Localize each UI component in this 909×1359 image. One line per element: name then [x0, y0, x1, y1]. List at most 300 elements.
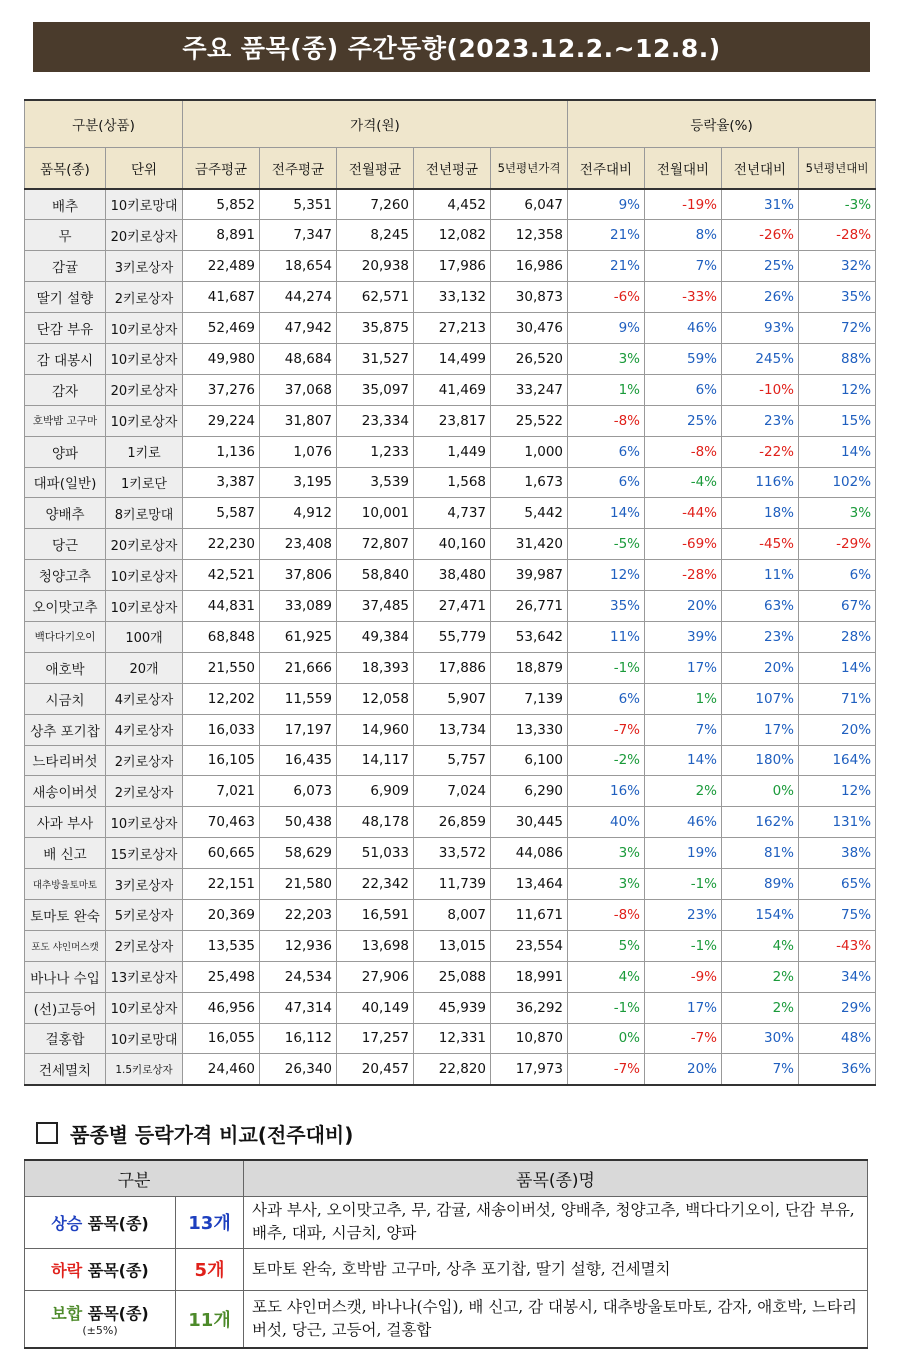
vs-week-rate: -7%	[568, 714, 645, 745]
last-month-price: 37,485	[337, 591, 414, 622]
table-row	[25, 838, 876, 869]
vs-year-rate: 20%	[722, 652, 799, 683]
last-month-price: 10,001	[337, 498, 414, 529]
five-year-price: 18,879	[491, 652, 568, 683]
table-row	[25, 343, 876, 374]
this-week-price: 22,489	[183, 251, 260, 282]
last-week-price: 37,068	[260, 374, 337, 405]
vs-year-rate: 18%	[722, 498, 799, 529]
vs-month-rate: -69%	[645, 529, 722, 560]
vs-five-rate: 72%	[799, 313, 876, 344]
this-week-price: 16,055	[183, 1023, 260, 1054]
last-month-price: 20,938	[337, 251, 414, 282]
last-week-price: 48,684	[260, 343, 337, 374]
vs-month-rate: -1%	[645, 869, 722, 900]
vs-year-rate: 154%	[722, 899, 799, 930]
table-row	[25, 930, 876, 961]
last-week-price: 4,912	[260, 498, 337, 529]
last-month-price: 7,260	[337, 189, 414, 220]
header-category-group: 구분(상품)	[25, 100, 183, 147]
item-name: 오이맛고추	[25, 591, 106, 622]
flat-label-suffix: 품목(종)	[82, 1303, 149, 1323]
summary-header-items: 품목(종)명	[244, 1160, 868, 1196]
table-row	[25, 683, 876, 714]
vs-five-rate: 3%	[799, 498, 876, 529]
last-year-price: 11,739	[414, 869, 491, 900]
item-name: 애호박	[25, 652, 106, 683]
table-row	[25, 467, 876, 498]
this-week-price: 29,224	[183, 405, 260, 436]
summary-row-flat	[25, 1290, 868, 1348]
last-year-price: 27,471	[414, 591, 491, 622]
vs-year-rate: 4%	[722, 930, 799, 961]
last-year-price: 17,886	[414, 652, 491, 683]
vs-month-rate: 7%	[645, 251, 722, 282]
vs-year-rate: 30%	[722, 1023, 799, 1054]
header-last-year: 전년평균	[414, 147, 491, 189]
last-month-price: 1,233	[337, 436, 414, 467]
table-row	[25, 529, 876, 560]
last-month-price: 27,906	[337, 961, 414, 992]
vs-month-rate: 59%	[645, 343, 722, 374]
vs-week-rate: 40%	[568, 807, 645, 838]
vs-month-rate: -28%	[645, 560, 722, 591]
vs-year-rate: 25%	[722, 251, 799, 282]
vs-month-rate: -4%	[645, 467, 722, 498]
header-item: 품목(종)	[25, 147, 106, 189]
vs-year-rate: 31%	[722, 189, 799, 220]
vs-five-rate: 131%	[799, 807, 876, 838]
five-year-price: 31,420	[491, 529, 568, 560]
item-name: 감귤	[25, 251, 106, 282]
item-unit: 13키로상자	[106, 961, 183, 992]
table-row	[25, 899, 876, 930]
last-year-price: 23,817	[414, 405, 491, 436]
item-name: 배 신고	[25, 838, 106, 869]
summary-row-down	[25, 1248, 868, 1290]
this-week-price: 22,230	[183, 529, 260, 560]
five-year-price: 1,673	[491, 467, 568, 498]
last-year-price: 33,132	[414, 282, 491, 313]
last-month-price: 17,257	[337, 1023, 414, 1054]
this-week-price: 21,550	[183, 652, 260, 683]
item-name: 당근	[25, 529, 106, 560]
item-name: 백다다기오이	[25, 621, 106, 652]
item-unit: 10키로상자	[106, 560, 183, 591]
last-year-price: 1,568	[414, 467, 491, 498]
five-year-price: 30,445	[491, 807, 568, 838]
table-row	[25, 436, 876, 467]
vs-month-rate: 17%	[645, 652, 722, 683]
last-week-price: 5,351	[260, 189, 337, 220]
this-week-price: 42,521	[183, 560, 260, 591]
five-year-price: 11,671	[491, 899, 568, 930]
vs-five-rate: 75%	[799, 899, 876, 930]
vs-week-rate: -6%	[568, 282, 645, 313]
vs-month-rate: -1%	[645, 930, 722, 961]
last-week-price: 3,195	[260, 467, 337, 498]
last-year-price: 26,859	[414, 807, 491, 838]
vs-five-rate: -29%	[799, 529, 876, 560]
last-year-price: 33,572	[414, 838, 491, 869]
vs-month-rate: -33%	[645, 282, 722, 313]
summary-table	[24, 1159, 868, 1349]
header-vs-month: 전월대비	[645, 147, 722, 189]
last-week-price: 7,347	[260, 220, 337, 251]
last-year-price: 25,088	[414, 961, 491, 992]
vs-month-rate: 20%	[645, 591, 722, 622]
last-week-price: 37,806	[260, 560, 337, 591]
last-month-price: 14,117	[337, 745, 414, 776]
last-week-price: 18,654	[260, 251, 337, 282]
item-name: 대파(일반)	[25, 467, 106, 498]
table-row	[25, 374, 876, 405]
vs-year-rate: -26%	[722, 220, 799, 251]
last-month-price: 58,840	[337, 560, 414, 591]
five-year-price: 30,476	[491, 313, 568, 344]
this-week-price: 1,136	[183, 436, 260, 467]
vs-five-rate: 88%	[799, 343, 876, 374]
last-week-price: 16,435	[260, 745, 337, 776]
vs-year-rate: 7%	[722, 1054, 799, 1085]
summary-down-label	[25, 1248, 176, 1290]
summary-section-heading	[36, 1117, 353, 1149]
five-year-price: 25,522	[491, 405, 568, 436]
item-name: 걸홍합	[25, 1023, 106, 1054]
five-year-price: 10,870	[491, 1023, 568, 1054]
item-unit: 20키로상자	[106, 374, 183, 405]
vs-week-rate: -2%	[568, 745, 645, 776]
item-unit: 3키로상자	[106, 869, 183, 900]
last-week-price: 22,203	[260, 899, 337, 930]
this-week-price: 7,021	[183, 776, 260, 807]
item-name: 단감 부유	[25, 313, 106, 344]
this-week-price: 60,665	[183, 838, 260, 869]
this-week-price: 44,831	[183, 591, 260, 622]
table-row	[25, 591, 876, 622]
last-year-price: 13,015	[414, 930, 491, 961]
item-name: 감 대봉시	[25, 343, 106, 374]
vs-year-rate: 11%	[722, 560, 799, 591]
vs-month-rate: 19%	[645, 838, 722, 869]
table-row	[25, 405, 876, 436]
item-name: 호박밤 고구마	[25, 405, 106, 436]
last-month-price: 14,960	[337, 714, 414, 745]
item-unit: 10키로상자	[106, 405, 183, 436]
last-week-price: 26,340	[260, 1054, 337, 1085]
summary-flat-count: 11개	[176, 1290, 244, 1348]
last-year-price: 12,082	[414, 220, 491, 251]
last-week-price: 47,942	[260, 313, 337, 344]
five-year-price: 53,642	[491, 621, 568, 652]
vs-week-rate: 4%	[568, 961, 645, 992]
item-unit: 20키로상자	[106, 220, 183, 251]
item-unit: 10키로상자	[106, 807, 183, 838]
header-vs-five: 5년평년대비	[799, 147, 876, 189]
this-week-price: 22,151	[183, 869, 260, 900]
vs-month-rate: 20%	[645, 1054, 722, 1085]
last-year-price: 12,331	[414, 1023, 491, 1054]
vs-year-rate: 89%	[722, 869, 799, 900]
vs-year-rate: 116%	[722, 467, 799, 498]
vs-week-rate: 14%	[568, 498, 645, 529]
summary-up-items: 사과 부사, 오이맛고추, 무, 감귤, 새송이버섯, 양배추, 청양고추, 백다다기오이, 단감 부유, 배추, 대파, 시금치, 양파	[244, 1196, 868, 1248]
vs-five-rate: 48%	[799, 1023, 876, 1054]
five-year-price: 5,442	[491, 498, 568, 529]
last-week-price: 24,534	[260, 961, 337, 992]
this-week-price: 37,276	[183, 374, 260, 405]
item-unit: 4키로상자	[106, 683, 183, 714]
up-label-word: 상승	[51, 1213, 83, 1233]
item-unit: 100개	[106, 621, 183, 652]
table-row	[25, 714, 876, 745]
last-year-price: 1,449	[414, 436, 491, 467]
last-month-price: 6,909	[337, 776, 414, 807]
last-month-price: 3,539	[337, 467, 414, 498]
header-last-month: 전월평균	[337, 147, 414, 189]
vs-five-rate: 65%	[799, 869, 876, 900]
item-unit: 20키로상자	[106, 529, 183, 560]
last-week-price: 1,076	[260, 436, 337, 467]
checkbox-icon	[36, 1122, 58, 1144]
table-row	[25, 560, 876, 591]
header-unit: 단위	[106, 147, 183, 189]
last-month-price: 23,334	[337, 405, 414, 436]
vs-year-rate: 26%	[722, 282, 799, 313]
last-year-price: 8,007	[414, 899, 491, 930]
item-name: 바나나 수입	[25, 961, 106, 992]
this-week-price: 49,980	[183, 343, 260, 374]
five-year-price: 6,100	[491, 745, 568, 776]
vs-five-rate: 12%	[799, 776, 876, 807]
table-row	[25, 1023, 876, 1054]
table-row	[25, 869, 876, 900]
vs-five-rate: 14%	[799, 436, 876, 467]
vs-five-rate: 28%	[799, 621, 876, 652]
item-unit: 5키로상자	[106, 899, 183, 930]
vs-week-rate: 21%	[568, 220, 645, 251]
five-year-price: 17,973	[491, 1054, 568, 1085]
table-row	[25, 1054, 876, 1085]
item-name: 건세멸치	[25, 1054, 106, 1085]
five-year-price: 1,000	[491, 436, 568, 467]
five-year-price: 33,247	[491, 374, 568, 405]
header-price-group: 가격(원)	[183, 100, 568, 147]
this-week-price: 20,369	[183, 899, 260, 930]
vs-week-rate: 6%	[568, 467, 645, 498]
last-week-price: 50,438	[260, 807, 337, 838]
header-rate-group: 등락율(%)	[568, 100, 876, 147]
last-week-price: 11,559	[260, 683, 337, 714]
five-year-price: 39,987	[491, 560, 568, 591]
summary-down-items: 토마토 완숙, 호박밤 고구마, 상추 포기찹, 딸기 설향, 건세멸치	[244, 1248, 868, 1290]
vs-five-rate: 14%	[799, 652, 876, 683]
item-unit: 10키로상자	[106, 992, 183, 1023]
vs-five-rate: 35%	[799, 282, 876, 313]
item-name: 상추 포기찹	[25, 714, 106, 745]
vs-year-rate: 2%	[722, 992, 799, 1023]
last-week-price: 17,197	[260, 714, 337, 745]
last-year-price: 40,160	[414, 529, 491, 560]
item-name: 배추	[25, 189, 106, 220]
item-name: 양배추	[25, 498, 106, 529]
this-week-price: 41,687	[183, 282, 260, 313]
last-year-price: 4,737	[414, 498, 491, 529]
item-unit: 4키로상자	[106, 714, 183, 745]
last-month-price: 12,058	[337, 683, 414, 714]
vs-month-rate: -44%	[645, 498, 722, 529]
summary-up-label	[25, 1196, 176, 1248]
vs-five-rate: 20%	[799, 714, 876, 745]
last-year-price: 38,480	[414, 560, 491, 591]
item-name: 청양고추	[25, 560, 106, 591]
last-week-price: 16,112	[260, 1023, 337, 1054]
vs-year-rate: 0%	[722, 776, 799, 807]
vs-week-rate: -1%	[568, 992, 645, 1023]
last-week-price: 23,408	[260, 529, 337, 560]
table-row	[25, 992, 876, 1023]
vs-five-rate: 71%	[799, 683, 876, 714]
vs-year-rate: 2%	[722, 961, 799, 992]
last-month-price: 49,384	[337, 621, 414, 652]
last-month-price: 18,393	[337, 652, 414, 683]
vs-week-rate: 3%	[568, 343, 645, 374]
item-name: 감자	[25, 374, 106, 405]
item-unit: 20개	[106, 652, 183, 683]
last-month-price: 40,149	[337, 992, 414, 1023]
header-this-week: 금주평균	[183, 147, 260, 189]
table-row	[25, 251, 876, 282]
last-month-price: 13,698	[337, 930, 414, 961]
vs-five-rate: 164%	[799, 745, 876, 776]
header-last-week: 전주평균	[260, 147, 337, 189]
item-unit: 8키로망대	[106, 498, 183, 529]
last-month-price: 16,591	[337, 899, 414, 930]
five-year-price: 36,292	[491, 992, 568, 1023]
last-month-price: 62,571	[337, 282, 414, 313]
vs-month-rate: -7%	[645, 1023, 722, 1054]
last-week-price: 44,274	[260, 282, 337, 313]
vs-week-rate: 6%	[568, 436, 645, 467]
vs-week-rate: -7%	[568, 1054, 645, 1085]
table-row	[25, 189, 876, 220]
vs-month-rate: 8%	[645, 220, 722, 251]
item-unit: 2키로상자	[106, 776, 183, 807]
table-row	[25, 220, 876, 251]
this-week-price: 3,387	[183, 467, 260, 498]
five-year-price: 6,290	[491, 776, 568, 807]
vs-year-rate: 162%	[722, 807, 799, 838]
vs-month-rate: -8%	[645, 436, 722, 467]
this-week-price: 70,463	[183, 807, 260, 838]
last-week-price: 61,925	[260, 621, 337, 652]
vs-year-rate: 63%	[722, 591, 799, 622]
item-unit: 15키로상자	[106, 838, 183, 869]
last-week-price: 47,314	[260, 992, 337, 1023]
item-name: 양파	[25, 436, 106, 467]
vs-year-rate: -22%	[722, 436, 799, 467]
price-trend-table	[24, 99, 876, 1086]
vs-month-rate: 14%	[645, 745, 722, 776]
table-row	[25, 745, 876, 776]
last-month-price: 72,807	[337, 529, 414, 560]
vs-five-rate: 36%	[799, 1054, 876, 1085]
item-name: 딸기 설향	[25, 282, 106, 313]
flat-label-word: 보합	[51, 1303, 83, 1323]
this-week-price: 25,498	[183, 961, 260, 992]
item-unit: 2키로상자	[106, 745, 183, 776]
item-unit: 1키로단	[106, 467, 183, 498]
five-year-price: 44,086	[491, 838, 568, 869]
table-row	[25, 776, 876, 807]
vs-month-rate: -9%	[645, 961, 722, 992]
table-row	[25, 313, 876, 344]
five-year-price: 23,554	[491, 930, 568, 961]
item-unit: 10키로상자	[106, 313, 183, 344]
item-name: 토마토 완숙	[25, 899, 106, 930]
vs-week-rate: 21%	[568, 251, 645, 282]
last-week-price: 21,666	[260, 652, 337, 683]
item-unit: 10키로망대	[106, 189, 183, 220]
vs-month-rate: 46%	[645, 313, 722, 344]
down-label-word: 하락	[51, 1260, 83, 1280]
vs-five-rate: -28%	[799, 220, 876, 251]
vs-week-rate: -1%	[568, 652, 645, 683]
vs-month-rate: 1%	[645, 683, 722, 714]
summary-up-count: 13개	[176, 1196, 244, 1248]
five-year-price: 16,986	[491, 251, 568, 282]
five-year-price: 13,330	[491, 714, 568, 745]
last-year-price: 13,734	[414, 714, 491, 745]
five-year-price: 30,873	[491, 282, 568, 313]
last-year-price: 14,499	[414, 343, 491, 374]
vs-week-rate: 3%	[568, 838, 645, 869]
table-row	[25, 621, 876, 652]
item-unit: 2키로상자	[106, 930, 183, 961]
vs-week-rate: 12%	[568, 560, 645, 591]
last-month-price: 20,457	[337, 1054, 414, 1085]
vs-week-rate: -8%	[568, 899, 645, 930]
last-year-price: 41,469	[414, 374, 491, 405]
last-month-price: 48,178	[337, 807, 414, 838]
vs-week-rate: 9%	[568, 313, 645, 344]
last-year-price: 5,757	[414, 745, 491, 776]
table-row	[25, 807, 876, 838]
vs-five-rate: 102%	[799, 467, 876, 498]
summary-flat-label	[25, 1290, 176, 1348]
vs-five-rate: -43%	[799, 930, 876, 961]
table-row	[25, 961, 876, 992]
vs-week-rate: 16%	[568, 776, 645, 807]
vs-five-rate: 29%	[799, 992, 876, 1023]
table-row	[25, 652, 876, 683]
item-unit: 1키로	[106, 436, 183, 467]
summary-row-up	[25, 1196, 868, 1248]
table-row	[25, 282, 876, 313]
vs-week-rate: 11%	[568, 621, 645, 652]
last-year-price: 5,907	[414, 683, 491, 714]
five-year-price: 26,771	[491, 591, 568, 622]
vs-week-rate: 1%	[568, 374, 645, 405]
last-week-price: 6,073	[260, 776, 337, 807]
vs-week-rate: 9%	[568, 189, 645, 220]
item-name: 포도 샤인머스캣	[25, 930, 106, 961]
item-name: 대추방울토마토	[25, 869, 106, 900]
this-week-price: 8,891	[183, 220, 260, 251]
vs-five-rate: 32%	[799, 251, 876, 282]
this-week-price: 5,587	[183, 498, 260, 529]
last-week-price: 12,936	[260, 930, 337, 961]
